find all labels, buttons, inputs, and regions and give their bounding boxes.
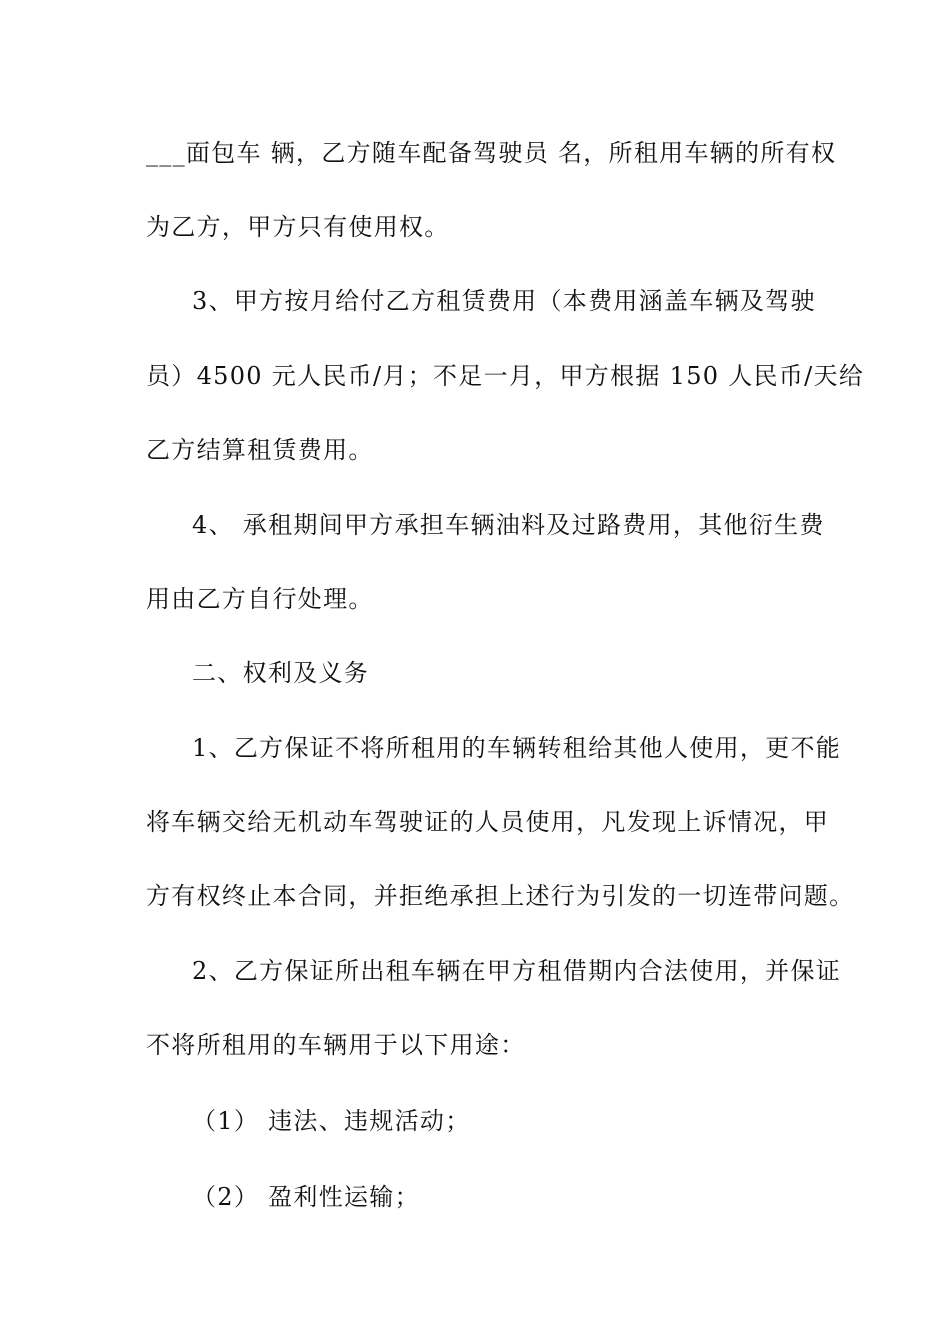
text-line: 将车辆交给无机动车驾驶证的人员使用，凡发现上诉情况，甲 [146,808,830,836]
section-heading: 二、权利及义务 [192,659,370,687]
paragraph-4-line: 4、 承租期间甲方承担车辆油料及过路费用，其他衍生费 [192,511,825,539]
list-item: （2） 盈利性运输； [192,1183,420,1211]
clause-2-line: 2、乙方保证所出租车辆在甲方租借期内合法使用，并保证 [192,957,842,985]
clause-1-line: 1、乙方保证不将所租用的车辆转租给其他人使用，更不能 [192,734,842,762]
text-line: 用由乙方自行处理。 [146,585,374,613]
text-line: 乙方结算租赁费用。 [146,436,374,464]
list-item: （1） 违法、违规活动； [192,1107,471,1135]
paragraph-3-line: 3、甲方按月给付乙方租赁费用（本费用涵盖车辆及驾驶 [192,287,816,315]
text-line: ___面包车 辆，乙方随车配备驾驶员 名，所租用车辆的所有权 [146,139,837,167]
text-line: 为乙方，甲方只有使用权。 [146,213,450,241]
text-line: 不将所租用的车辆用于以下用途： [146,1031,526,1059]
text-line: 方有权终止本合同，并拒绝承担上述行为引发的一切连带问题。 [146,882,855,910]
text-line: 员）4500 元人民币/月；不足一月，甲方根据 150 人民币/天给 [146,362,865,390]
